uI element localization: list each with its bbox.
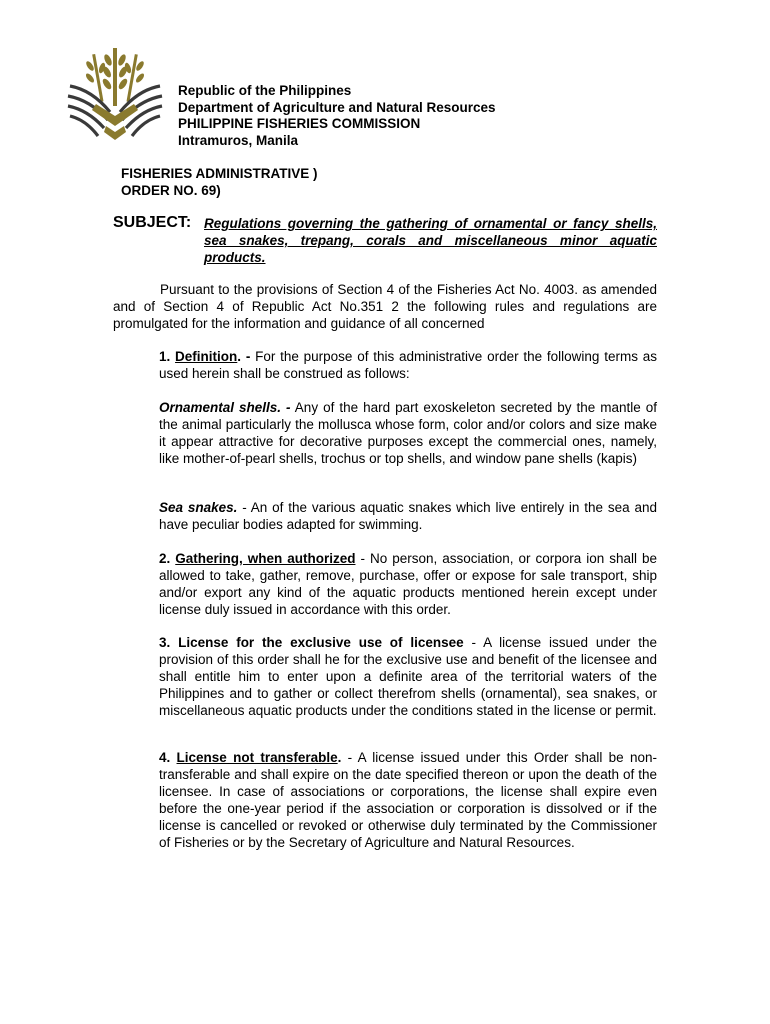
section-4-body: - A license issued under this Order shall be non-transferable and shall expire on the date specified thereon or upon the death of the licensee. In case of associations or corporations, the license shall expire even before the one-year period if the association or corporation is dissolved or if the license is cancelled or revoked or otherwise duly terminated by the Commissioner of Fisheries or by the Secretary of Agriculture and Natural Resources. [159, 750, 657, 850]
subject-text: Regulations governing the gathering of ornamental or fancy shells, sea snakes, trepang, corals and miscellaneous minor aquatic products. [204, 216, 657, 265]
section-1-number: 1. [159, 349, 176, 364]
section-2-body: - No person, association, or corpora ion shall be allowed to take, gather, remove, purchase, offer or expose for sale transport, ship and/or export any kind of the aquatic products mentioned herein except under license duly issued in accordance with this order. [159, 551, 657, 617]
section-1-definition [159, 349, 657, 383]
letterhead [178, 83, 496, 149]
section-3-title: 3. License for the exclusive use of licensee [159, 635, 464, 650]
order-line-1: FISHERIES ADMINISTRATIVE ) [121, 166, 318, 181]
letterhead-address: Intramuros, Manila [178, 132, 299, 148]
section-2-gathering [159, 551, 657, 619]
order-number-block [121, 165, 318, 199]
section-1-separator: . - [237, 349, 256, 364]
section-4-license-not-transferable [159, 750, 657, 851]
section-2-title: Gathering, when authorized [175, 551, 356, 566]
letterhead-country: Republic of the Philippines [178, 83, 352, 98]
section-4-separator: . [337, 750, 342, 765]
section-3-license-exclusive [159, 635, 657, 720]
subject-label: SUBJECT: [113, 214, 192, 231]
section-1-title: Definition [175, 349, 238, 364]
section-4-title: License not transferable [176, 750, 338, 765]
definition-sea-snakes [159, 500, 657, 534]
intro-paragraph: Pursuant to the provisions of Section 4 of the Fisheries Act No. 4003. as amended and of Section 4 of Republic Act No.351 2 the following rules and regulations are promulgated for the information and guidance of all concerned [113, 282, 657, 331]
section-2-number: 2. [159, 551, 176, 566]
section-4-number: 4. [159, 750, 177, 765]
definition-ornamental-shells [159, 400, 657, 468]
section-1-body: For the purpose of this administrative order the following terms as used herein shall be construed as follows: [159, 349, 658, 381]
letterhead-commission: PHILIPPINE FISHERIES COMMISSION [178, 116, 421, 132]
ornamental-shells-body: Any of the hard part exoskeleton secreted by the mantle of the animal particularly the mollusca whose form, color and/or colors and size make it appear attractive for decorative purposes except the commercial ones, namely, like mother-of-pearl shells, trochus or top shells, and window pane shells (kapis) [159, 400, 657, 466]
sea-snakes-body: - An of the various aquatic snakes which live entirely in the sea and have peculiar bodies adapted for swimming. [159, 500, 657, 532]
ornamental-shells-term: Ornamental shells. - [159, 400, 291, 415]
order-line-2: ORDER NO. 69) [121, 183, 221, 198]
sea-snakes-term: Sea snakes. [159, 500, 238, 515]
letterhead-department: Department of Agriculture and Natural Resources [178, 99, 496, 115]
section-3-body: - A license issued under the provision of this order shall he for the exclusive use and benefit of the licensee and shall entitle him to enter upon a definite area of the territorial waters of the Philippines and to gather or collect therefrom shells (ornamental), sea snakes, or miscellaneous aquatic products under the conditions stated in the license or permit. [159, 635, 657, 718]
rice-stalk-logo-icon [66, 46, 164, 146]
